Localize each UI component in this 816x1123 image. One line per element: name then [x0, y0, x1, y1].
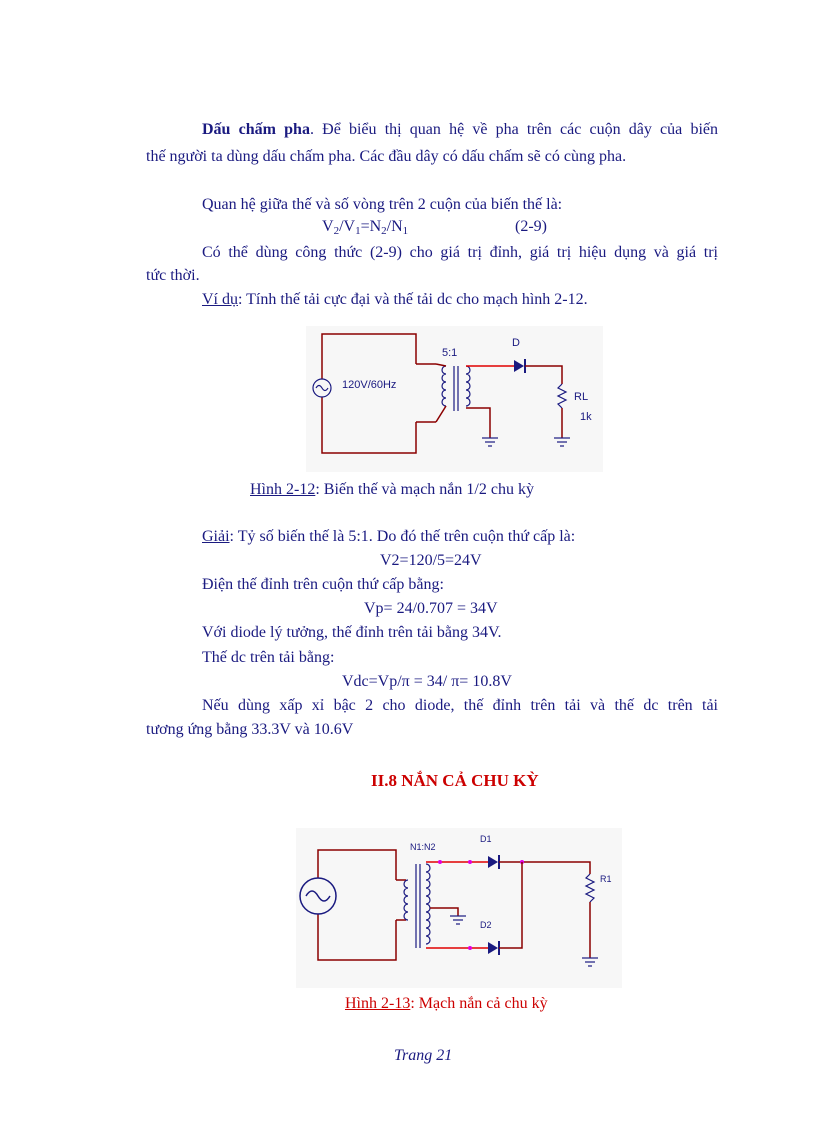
equation-vdc: Vdc=Vp/π = 34/ π= 10.8V	[342, 673, 512, 690]
solution-line1: Giải: Tỷ số biến thế là 5:1. Do đó thế trên cuộn thứ cấp là:	[202, 528, 576, 545]
example-label: Ví dụ	[202, 291, 238, 308]
diode-icon	[514, 359, 525, 373]
load-value-label: 1k	[580, 411, 592, 423]
d1-label: D1	[480, 834, 492, 844]
paragraph-phase-dot-line2: thế người ta dùng dấu chấm pha. Các đầu dây có dấu chấm sẽ có cùng pha.	[146, 148, 627, 165]
paragraph-phase-dot-line1	[202, 120, 718, 140]
solution-line5: Nếu dùng xấp xỉ bậc 2 cho diode, thế đỉnh trên tải và thế dc trên tải	[202, 697, 718, 714]
ground-icon	[582, 958, 598, 966]
figure-2-12-label: Hình 2-12	[250, 481, 316, 498]
equation-vp: Vp= 24/0.707 = 34V	[364, 600, 498, 617]
equation-number: (2-9)	[515, 218, 547, 235]
phase-dot-text: . Để biểu thị quan hệ về pha trên các cuộn dây của biến	[309, 121, 718, 138]
d2-label: D2	[480, 920, 492, 930]
solution-line6: tương ứng bằng 33.3V và 10.6V	[146, 721, 354, 738]
solution-line2: Điện thế đỉnh trên cuộn thứ cấp bằng:	[202, 576, 444, 593]
figure-2-12-caption: Hình 2-12: Biến thế và mạch nắn 1/2 chu kỳ	[250, 481, 534, 498]
solution-line3: Với diode lý tưởng, thế đỉnh trên tải bằng 34V.	[202, 624, 502, 641]
r1-label: R1	[600, 874, 612, 884]
ground-icon	[554, 438, 570, 446]
solution-label: Giải	[202, 528, 230, 545]
source-label: 120V/60Hz	[342, 379, 397, 391]
full-wave-rectifier-diagram	[296, 828, 622, 988]
equation-v2: V2=120/5=24V	[380, 552, 482, 569]
transformer-icon	[404, 864, 430, 948]
figure-2-13-caption: Hình 2-13: Mạch nắn cả chu kỳ	[345, 995, 548, 1012]
formula-usage-line2: tức thời.	[146, 267, 200, 284]
figure-2-13-label: Hình 2-13	[345, 995, 411, 1012]
diode-label: D	[512, 337, 520, 349]
transformer-icon	[442, 366, 470, 411]
formula-usage-line1: Có thể dùng công thức (2-9) cho giá trị đỉnh, giá trị hiệu dụng và giá trị	[202, 244, 718, 261]
phase-dot-term: Dấu chấm pha	[202, 121, 310, 138]
diode-d2-icon	[488, 941, 499, 955]
ratio-label: N1:N2	[410, 842, 436, 852]
diode-d1-icon	[488, 855, 499, 869]
ratio-label: 5:1	[442, 347, 458, 359]
section-heading: II.8 NẮN CẢ CHU KỲ	[371, 771, 539, 790]
turns-relation-text: Quan hệ giữa thế và số vòng trên 2 cuộn của biến thế là:	[202, 196, 563, 213]
solution-line4: Thế dc trên tải bằng:	[202, 649, 335, 666]
figure-2-13-circuit	[296, 828, 622, 988]
ground-icon	[482, 438, 498, 446]
figure-2-12-circuit	[306, 326, 603, 472]
page-number: Trang 21	[394, 1047, 453, 1064]
half-wave-rectifier-diagram	[306, 326, 603, 472]
resistor-icon	[586, 874, 594, 902]
resistor-icon	[558, 384, 566, 408]
example-line: Ví dụ: Tính thế tải cực đại và thế tải dc cho mạch hình 2-12.	[202, 291, 588, 308]
turns-formula: $V_2/V_1=N_2/N_1$	[322, 218, 409, 237]
ground-icon	[450, 916, 466, 924]
load-label: RL	[574, 391, 589, 403]
